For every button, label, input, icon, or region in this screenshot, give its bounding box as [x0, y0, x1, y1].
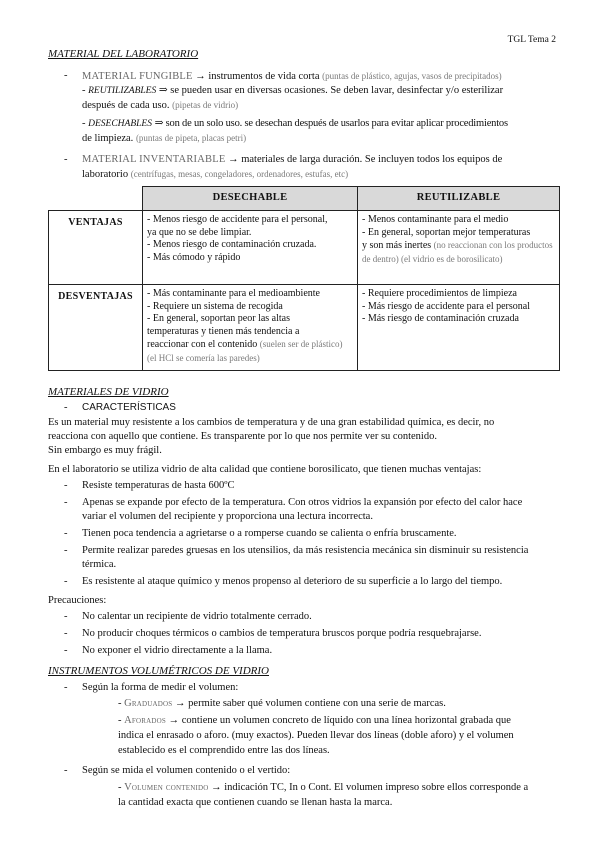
cell-line: - En general, soportan peor las altas — [147, 313, 291, 324]
bullet-dash: - — [64, 528, 68, 539]
cell-note: (no reaccionan con los productos de dentro) (el vidrio es de borosilicato) — [362, 240, 553, 264]
cell-line: - Requiere un sistema de recogida — [147, 300, 283, 312]
graduados-label: Graduados — [124, 698, 173, 709]
row-label-ventajas: VENTAJAS — [49, 211, 143, 285]
aforados-line: - Aforados → contiene un volumen concreto de líquido con una línea horizontal grabada que — [118, 715, 511, 726]
precauciones-label: Precauciones: — [48, 595, 107, 606]
cell-note: (suelen ser de plástico) (el HCl se comería las paredes) — [147, 339, 343, 363]
bullet-dash: - — [64, 576, 68, 587]
cell-line: - Menos contaminante para el medio — [362, 214, 509, 225]
contenido-text: → indicación TC, In o Cont. El volumen impreso sobre ellos corresponde a — [211, 782, 529, 793]
vidrio-paragraph-4: En el laboratorio se utiliza vidrio de alta calidad que contiene borosilicato, que tienen muchas ventajas: — [48, 464, 482, 475]
bullet-dash: - — [64, 402, 68, 413]
vidrio-ventaja-5: Es resistente al ataque químico y menos propenso al deterioro de su superficie a lo largo del tiempo. — [82, 576, 503, 587]
cell-ventajas-desechable — [143, 211, 358, 285]
cell-line — [362, 239, 555, 266]
fungible-desc: instrumentos de vida corta — [208, 71, 320, 82]
cell-line: ya que no se debe limpiar. — [147, 226, 252, 238]
table-row — [49, 285, 560, 371]
contenido-line2: la cantidad exacta que contienen cuando se llenan hasta la marca. — [118, 797, 393, 808]
reutilizables-line2 — [82, 98, 238, 114]
graduados-text: → permite saber qué volumen contiene con una serie de marcas. — [175, 698, 446, 709]
inventariable-desc: → materiales de larga duración. Se incluyen todos los equipos de — [228, 154, 503, 165]
aforados-text: → contiene un volumen concreto de líquido con una línea horizontal grabada que — [168, 715, 511, 726]
cell-line: - Más riesgo de contaminación cruzada — [362, 313, 519, 324]
fungible-label: MATERIAL FUNGIBLE — [82, 71, 193, 82]
desechables-text2: de limpieza. — [82, 133, 134, 144]
cell-line: - Más cómodo y rápido — [147, 251, 241, 263]
precaucion-2: No producir choques térmicos o cambios de temperatura bruscos porque podría resquebrajarse. — [82, 628, 482, 639]
bullet-dash: - — [64, 154, 68, 165]
medida-volumen: Según se mida el volumen contenido o el vertido: — [82, 765, 291, 776]
reutilizables-text: ⇒ se pueden usar en diversas ocasiones. Se deben lavar, desinfectar y/o esterilizar — [158, 85, 504, 96]
contenido-line: - Volumen contenido → indicación TC, In o Cont. El volumen impreso sobre ellos corresponde a — [118, 782, 529, 793]
precaucion-3: No exponer el vidrio directamente a la llama. — [82, 645, 273, 656]
desechables-text: ⇒ son de un solo uso. se desechan después de usarlos para evitar aplicar procedimientos — [154, 118, 508, 129]
graduados-line: - Graduados → permite saber qué volumen contiene con una serie de marcas. — [118, 698, 446, 709]
table-header-reutilizable: REUTILIZABLE — [358, 187, 560, 211]
bullet-dash: - — [64, 70, 68, 81]
vidrio-ventaja-1: Resiste temperaturas de hasta 600ºC — [82, 480, 235, 491]
section-title-material: MATERIAL DEL LABORATORIO — [48, 48, 199, 60]
aforados-line3: establecido es el comprendido entre las dos líneas. — [118, 745, 330, 756]
desechables-label: DESECHABLES — [88, 119, 152, 129]
reutilizables-text2: después de cada uso. — [82, 100, 170, 111]
row-label-desventajas: DESVENTAJAS — [49, 285, 143, 371]
cell-ventajas-reutilizable — [358, 211, 560, 285]
cell-line: - Requiere procedimientos de limpieza — [362, 288, 517, 299]
inventariable-text2: laboratorio — [82, 169, 129, 180]
aforados-label: Aforados — [124, 715, 166, 726]
vidrio-ventaja-2: Apenas se expande por efecto de la temperatura. Con otros vidrios la expansión por efecto del calor hace — [82, 497, 523, 508]
reutilizables-line: - REUTILIZABLES ⇒ se pueden usar en diversas ocasiones. Se deben lavar, desinfectar y/o esterilizar — [82, 85, 504, 96]
cell-line: - Menos riesgo de contaminación cruzada. — [147, 239, 317, 250]
desechables-line2 — [82, 131, 246, 147]
vidrio-ventaja-4b: térmica. — [82, 559, 117, 570]
desechables-examples: (puntas de pipeta, placas petri) — [135, 133, 247, 143]
cell-line: - Menos riesgo de accidente para el personal, — [147, 214, 328, 225]
desechables-line: - DESECHABLES ⇒ son de un solo uso. se desechan después de usarlos para evitar aplicar procedimientos — [82, 118, 508, 129]
cell-line: - Más contaminante para el medioambiente — [147, 288, 320, 299]
vidrio-ventaja-3: Tienen poca tendencia a agrietarse o a romperse cuando se calienta o enfría bruscamente. — [82, 528, 457, 539]
vidrio-paragraph-3: Sin embargo es muy frágil. — [48, 445, 162, 456]
bullet-dash: - — [64, 611, 68, 622]
fungible-line — [82, 69, 502, 85]
comparison-table — [48, 186, 560, 371]
vidrio-ventaja-4: Permite realizar paredes gruesas en los utensilios, da más resistencia mecánica sin disminuir su resistencia — [82, 545, 529, 556]
inventariable-examples: (centrífugas, mesas, congeladores, ordenadores, estufas, etc) — [130, 169, 349, 179]
inventariable-line — [82, 153, 502, 168]
reutilizables-examples: (pipetas de vidrio) — [172, 100, 239, 110]
cell-text: reaccionar con el contenido — [147, 339, 258, 350]
fungible-examples: (puntas de plástico, agujas, vasos de precipitados) — [322, 71, 502, 81]
bullet-dash: - — [64, 480, 68, 491]
section-title-vidrio: MATERIALES DE VIDRIO — [48, 386, 169, 398]
bullet-dash: - — [64, 682, 68, 693]
cell-desventajas-reutilizable — [358, 285, 560, 371]
inventariable-label: MATERIAL INVENTARIABLE — [82, 154, 226, 165]
reutilizables-label: REUTILIZABLES — [88, 86, 157, 96]
table-header-desechable: DESECHABLE — [143, 187, 358, 211]
cell-text: y son más inertes — [362, 240, 432, 251]
vidrio-paragraph-2: reacciona con aquello que contiene. Es transparente por lo que nos permite ver su contenido. — [48, 431, 437, 442]
bullet-dash: - — [64, 628, 68, 639]
cell-line: temperaturas y tienen más tendencia a — [147, 325, 300, 337]
contenido-label: Volumen contenido — [124, 782, 209, 793]
cell-desventajas-desechable — [143, 285, 358, 371]
forma-medir: Según la forma de medir el volumen: — [82, 682, 239, 693]
bullet-dash: - — [64, 497, 68, 508]
arrow-icon: → — [195, 71, 206, 82]
caracteristicas-heading: CARACTERÍSTICAS — [82, 402, 176, 413]
vidrio-paragraph-1: Es un material muy resistente a los cambios de temperatura y de una gran estabilidad química, es decir, no — [48, 417, 495, 428]
precaucion-1: No calentar un recipiente de vidrio totalmente cerrado. — [82, 611, 312, 622]
inventariable-line2 — [82, 167, 348, 183]
bullet-dash: - — [64, 765, 68, 776]
cell-line — [147, 338, 353, 365]
table-row — [49, 211, 560, 285]
table-header-empty — [49, 187, 143, 211]
vidrio-ventaja-2b: variar el volumen del recipiente y proporciona una lectura incorrecta. — [82, 511, 373, 522]
cell-line: - En general, soportan mejor temperaturas — [362, 226, 531, 238]
page-header: TGL Tema 2 — [507, 35, 556, 45]
bullet-dash: - — [64, 545, 68, 556]
aforados-line2: indica el enrasado o aforo. (muy exactos). Pueden llevar dos líneas (doble aforo) y el volumen — [118, 730, 514, 741]
section-title-volumetricos: INSTRUMENTOS VOLUMÉTRICOS DE VIDRIO — [48, 665, 269, 677]
bullet-dash: - — [64, 645, 68, 656]
cell-line: - Más riesgo de accidente para el personal — [362, 300, 530, 312]
table-header-row — [49, 187, 560, 211]
